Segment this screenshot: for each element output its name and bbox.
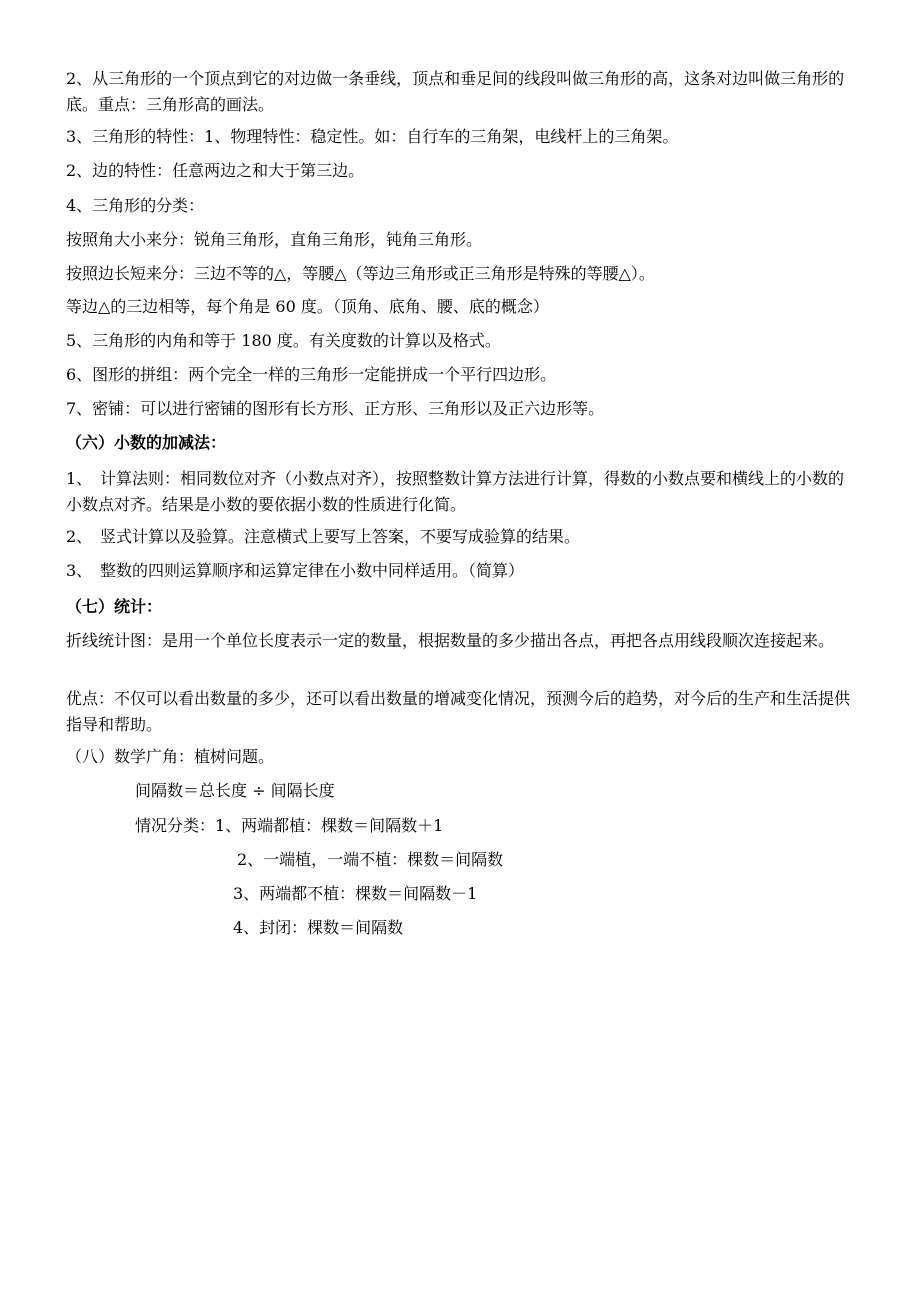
paragraph-triangle-classification: 4、三角形的分类： [66,196,205,215]
formula-both-ends-planted: 情况分类：1、两端都植：棵数＝间隔数＋1 [135,816,444,835]
list-number: 3、 [66,561,93,580]
formula-interval-count: 间隔数＝总长度 ÷ 间隔长度 [135,781,335,800]
list-item-calculation-rule [66,466,858,518]
paragraph-equilateral: 等边△的三边相等，每个角是 60 度。（顶角、底角、腰、底的概念） [66,297,549,316]
section-heading-decimals: （六）小数的加减法： [66,433,227,452]
paragraph-by-side: 按照边长短来分：三边不等的△，等腰△（等边三角形或正三角形是特殊的等腰△）。 [66,264,655,283]
list-item-vertical-calculation [66,524,866,550]
section-heading-tree-planting: （八）数学广角：植树问题。 [66,747,275,766]
list-text: 整数的四则运算顺序和运算定律在小数中同样适用。（简算） [100,561,525,580]
paragraph-shape-assembly: 6、图形的拼组：两个完全一样的三角形一定能拼成一个平行四边形。 [66,365,557,384]
list-text: 计算法则：相同数位对齐（小数点对齐），按照整数计算方法进行计算，得数的小数点要和横线上的小数的小数点对齐。结果是小数的要依据小数的性质进行化简。 [66,469,845,514]
section-heading-statistics: （七）统计： [66,597,163,616]
paragraph-line-chart-advantages: 优点：不仅可以看出数量的多少，还可以看出数量的增减变化情况，预测今后的趋势，对今后的生产和生活提供指导和帮助。 [66,689,851,734]
paragraph-line-chart-definition: 折线统计图：是用一个单位长度表示一定的数量，根据数量的多少描出各点，再把各点用线段顺次连接起来。 [66,631,835,650]
formula-closed-loop: 4、封闭：棵数＝间隔数 [233,918,404,937]
paragraph-interior-angle-sum: 5、三角形的内角和等于 180 度。有关度数的计算以及格式。 [66,331,501,350]
paragraph-triangle-height: 2、从三角形的一个顶点到它的对边做一条垂线，顶点和垂足间的线段叫做三角形的高，这条对边叫做三角形的底。重点：三角形高的画法。 [66,69,845,114]
paragraph-by-angle: 按照角大小来分：锐角三角形，直角三角形，钝角三角形。 [66,230,483,249]
list-number: 1、 [66,469,93,488]
list-number: 2、 [66,527,93,546]
paragraph-tessellation: 7、密铺：可以进行密铺的图形有长方形、正方形、三角形以及正六边形等。 [66,399,605,418]
paragraph-edge-property: 2、边的特性：任意两边之和大于第三边。 [66,161,365,180]
formula-neither-end-planted: 3、两端都不植：棵数＝间隔数－1 [233,884,478,903]
list-text: 竖式计算以及验算。注意横式上要写上答案，不要写成验算的结果。 [100,527,581,546]
paragraph-triangle-properties: 3、三角形的特性：1、物理特性：稳定性。如：自行车的三角架，电线杆上的三角架。 [66,127,679,146]
list-item-operation-order [66,558,866,584]
formula-one-end-planted: 2、一端植，一端不植：棵数＝间隔数 [237,850,504,869]
